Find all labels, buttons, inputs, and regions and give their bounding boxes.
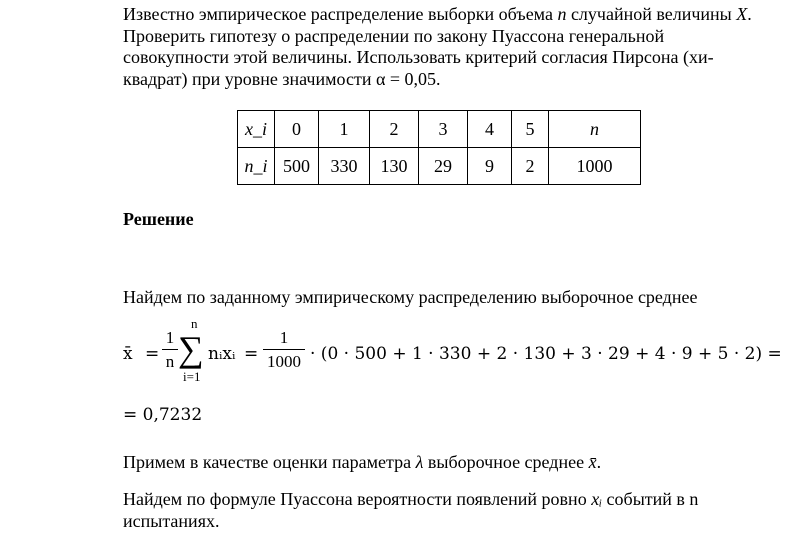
poisson-text <box>123 489 763 532</box>
table-cell: 1 <box>319 111 370 148</box>
intro-text-2: случайной величины <box>566 4 737 24</box>
sum-lower-limit: i=1 <box>183 369 201 384</box>
mean-intro-text: Найдем по заданному эмпирическому распределению выборочное среднее <box>123 287 698 307</box>
fraction-1-over-n <box>162 328 178 372</box>
table-cell: 29 <box>419 148 468 185</box>
header-x: x_i <box>245 118 267 139</box>
lambda-text-2: выборочное среднее <box>423 452 589 472</box>
lambda-symbol: λ <box>415 452 424 472</box>
mean-result: = 0,7232 <box>123 405 203 425</box>
fraction-denominator: n <box>165 352 175 371</box>
sum-upper-limit: n <box>191 316 198 331</box>
equals-sign: = <box>145 344 160 364</box>
var-n: n <box>557 4 567 24</box>
xbar-symbol: x̄ <box>588 452 597 472</box>
lambda-estimate-text <box>123 452 601 473</box>
table-cell: 1000 <box>549 148 641 185</box>
fraction-numerator: 1 <box>263 328 305 350</box>
sum-term: nᵢxᵢ <box>208 344 236 364</box>
table-cell: 130 <box>370 148 419 185</box>
table-cell: 2 <box>512 148 549 185</box>
xi-symbol: xᵢ <box>591 489 603 509</box>
fraction-1-over-1000 <box>263 328 305 372</box>
intro-text-1: Известно эмпирическое распределение выборки объема <box>123 4 558 24</box>
fraction-numerator: 1 <box>162 328 178 350</box>
table-cell: 5 <box>512 111 549 148</box>
header-ni: n_i <box>244 155 268 176</box>
table-cell: 4 <box>468 111 512 148</box>
table-cell: 0 <box>275 111 319 148</box>
table-row-x <box>238 111 641 148</box>
table-cell: 9 <box>468 148 512 185</box>
fraction-denominator: 1000 <box>267 352 301 371</box>
lambda-text-3: . <box>596 452 602 472</box>
lambda-text-1: Примем в качестве оценки параметра <box>123 452 416 472</box>
table-cell: 330 <box>319 148 370 185</box>
problem-statement <box>123 4 763 90</box>
intro-text-4: = 0,05. <box>385 68 441 89</box>
intro-text-3: . Проверить гипотезу о распределении по закону Пуассона генеральной совокупности этой величины. Использовать критерий согласия Пирсона (хи-квадрат) при уровне значимости <box>123 4 752 89</box>
table-cell <box>549 111 641 148</box>
xbar-symbol: x̄ <box>123 344 133 364</box>
solution-heading: Решение <box>123 209 194 229</box>
frequency-table <box>237 110 641 185</box>
table-cell: 2 <box>370 111 419 148</box>
expression: · (0 · 500 + 1 · 330 + 2 · 130 + 3 · 29 + 4 · 9 + 5 · 2) = <box>310 344 782 364</box>
var-X: X <box>736 4 748 24</box>
alpha-symbol: α <box>375 68 386 89</box>
table-cell: 3 <box>419 111 468 148</box>
table-cell: 500 <box>275 148 319 185</box>
sigma-icon: ∑ <box>178 329 204 369</box>
table-cell <box>238 111 275 148</box>
equals-sign: = <box>244 344 259 364</box>
poisson-text-2: событий в n испытаниях. <box>123 489 699 531</box>
table-cell <box>238 148 275 185</box>
poisson-text-1: Найдем по формуле Пуассона вероятности появлений ровно <box>123 489 592 509</box>
header-n: n <box>590 118 599 139</box>
table-row-n <box>238 148 641 185</box>
